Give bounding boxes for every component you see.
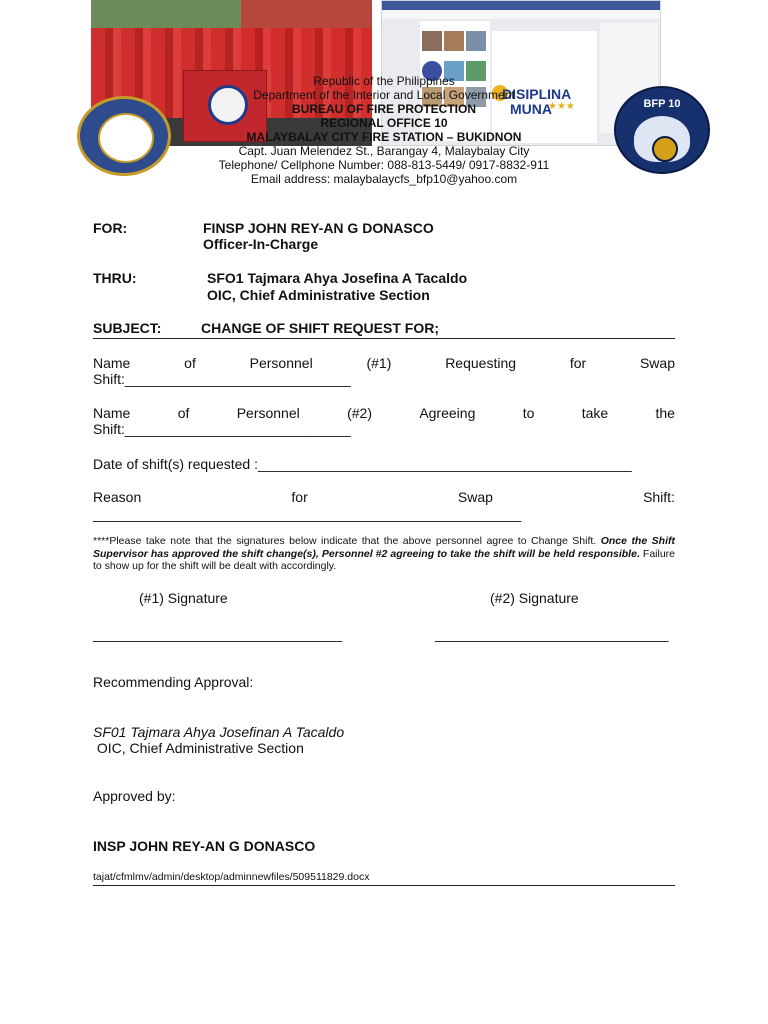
personnel1-word: Personnel: [249, 355, 313, 371]
footer-rule: [93, 885, 675, 886]
personnel1-word: Requesting: [445, 355, 517, 371]
header-department: Department of the Interior and Local Government: [253, 88, 515, 102]
stars-icon: ★★★: [548, 101, 575, 112]
subject-rule: [93, 338, 675, 339]
header-telephone: Telephone/ Cellphone Number: 088-813-5449/ 0917-8832-911: [218, 158, 550, 172]
personnel2-word: Name: [93, 405, 131, 421]
approver-name: INSP JOHN REY-AN G DONASCO: [93, 838, 316, 854]
personnel1-word: Swap: [639, 355, 675, 371]
thru-name: SFO1 Tajmara Ahya Josefina A Tacaldo: [207, 270, 468, 286]
note-bold: Once the Shift Supervisor has approved the shift change(s), Personnel #2 agreeing to take the shift will be held responsible.: [93, 535, 675, 560]
signature-note: [93, 535, 675, 573]
signature1-label: (#1) Signature: [139, 590, 228, 606]
reason-field[interactable]: _______________________________________________________: [93, 506, 522, 522]
header-bureau: BUREAU OF FIRE PROTECTION: [291, 102, 476, 116]
reason-word: Shift:: [643, 489, 675, 505]
personnel2-word: Personnel: [236, 405, 300, 421]
reason-word: Reason: [93, 489, 142, 505]
personnel2-word: to: [522, 405, 535, 421]
header-regional-office: REGIONAL OFFICE 10: [320, 116, 448, 130]
disiplina-text: DISIPLINA: [502, 86, 572, 102]
reason-line: [93, 489, 675, 505]
date-field[interactable]: Date of shift(s) requested :________________________________________________: [93, 456, 632, 472]
recommending-label: Recommending Approval:: [93, 674, 254, 690]
recommender-title: OIC, Chief Administrative Section: [93, 740, 304, 756]
note-tail: Failure to show up for the shift will be dealt with accordingly.: [93, 547, 676, 572]
for-title: Officer-In-Charge: [203, 236, 319, 252]
recommender-name: SF01 Tajmara Ahya Josefinan A Tacaldo: [93, 724, 345, 740]
approved-label: Approved by:: [93, 788, 176, 804]
header-station: MALAYBALAY CITY FIRE STATION – BUKIDNON: [246, 130, 522, 144]
reason-word: for: [291, 489, 308, 505]
personnel2-field[interactable]: Shift:_____________________________: [93, 421, 351, 437]
personnel1-line: [93, 355, 675, 371]
signature2-label: (#2) Signature: [490, 590, 579, 606]
thru-title: OIC, Chief Administrative Section: [207, 287, 430, 303]
personnel2-word: Agreeing: [419, 405, 476, 421]
personnel1-word: (#1): [366, 355, 392, 371]
personnel1-word: of: [184, 355, 196, 371]
personnel2-line: [93, 405, 675, 421]
file-path: tajat/cfmlmv/admin/desktop/adminnewfiles/509511829.docx: [93, 871, 370, 883]
personnel2-word: the: [655, 405, 675, 421]
thru-label: THRU:: [93, 270, 137, 286]
muna-text: MUNA: [510, 101, 552, 117]
header-address: Capt. Juan Melendez St., Barangay 4, Malaybalay City: [238, 144, 530, 158]
for-label: FOR:: [93, 220, 128, 236]
signature1-line[interactable]: ________________________________: [93, 626, 343, 642]
reason-word: Swap: [457, 489, 493, 505]
subject-label: SUBJECT:: [93, 320, 162, 336]
note-lead: ****Please take note that the signatures below indicate that the above personnel agree to Change Shift.: [93, 535, 601, 547]
signature2-line[interactable]: ______________________________: [435, 626, 669, 642]
header-republic: Republic of the Philippines: [313, 74, 455, 88]
for-name: FINSP JOHN REY-AN G DONASCO: [203, 220, 434, 236]
personnel2-word: take: [581, 405, 609, 421]
personnel1-field[interactable]: Shift:_____________________________: [93, 371, 351, 387]
header-email: Email address: malaybalaycfs_bfp10@yahoo.com: [250, 172, 518, 186]
personnel2-word: of: [177, 405, 190, 421]
bfp10-label: BFP 10: [643, 98, 681, 110]
personnel1-word: for: [569, 355, 587, 371]
subject-text: CHANGE OF SHIFT REQUEST FOR;: [201, 320, 439, 336]
personnel1-word: Name: [93, 355, 131, 371]
personnel2-word: (#2): [347, 405, 372, 421]
